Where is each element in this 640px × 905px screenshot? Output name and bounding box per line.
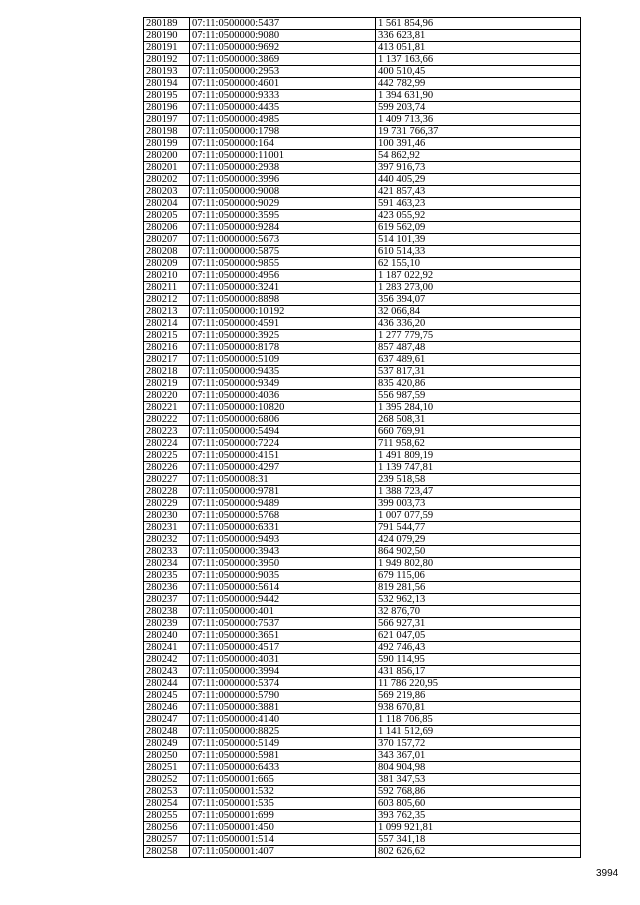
cadastral-number-cell: 07:11:0500001:699 xyxy=(190,810,376,822)
cadastral-value-cell: 423 055,92 xyxy=(376,210,581,222)
cadastral-number-cell: 07:11:0500000:3996 xyxy=(190,174,376,186)
cadastral-value-cell: 62 155,10 xyxy=(376,258,581,270)
row-number-cell: 280219 xyxy=(144,378,190,390)
cadastral-value-cell: 400 510,45 xyxy=(376,66,581,78)
row-number-cell: 280215 xyxy=(144,330,190,342)
cadastral-number-cell: 07:11:0500000:4297 xyxy=(190,462,376,474)
cadastral-value-table xyxy=(143,17,581,858)
table-row xyxy=(144,690,581,702)
row-number-cell: 280222 xyxy=(144,414,190,426)
row-number-cell: 280226 xyxy=(144,462,190,474)
cadastral-value-cell: 413 051,81 xyxy=(376,42,581,54)
cadastral-number-cell: 07:11:0500000:3994 xyxy=(190,666,376,678)
table-row xyxy=(144,138,581,150)
cadastral-value-cell: 532 962,13 xyxy=(376,594,581,606)
cadastral-number-cell: 07:11:0500000:9435 xyxy=(190,366,376,378)
row-number-cell: 280212 xyxy=(144,294,190,306)
table-row xyxy=(144,282,581,294)
row-number-cell: 280246 xyxy=(144,702,190,714)
cadastral-value-cell: 590 114,95 xyxy=(376,654,581,666)
cadastral-number-cell: 07:11:0500000:4601 xyxy=(190,78,376,90)
cadastral-value-cell: 370 157,72 xyxy=(376,738,581,750)
cadastral-number-cell: 07:11:0500000:5149 xyxy=(190,738,376,750)
cadastral-number-cell: 07:11:0500008:31 xyxy=(190,474,376,486)
table-row xyxy=(144,54,581,66)
row-number-cell: 280206 xyxy=(144,222,190,234)
cadastral-number-cell: 07:11:0500000:6806 xyxy=(190,414,376,426)
cadastral-value-cell: 397 916,73 xyxy=(376,162,581,174)
table-row xyxy=(144,846,581,858)
table-row xyxy=(144,342,581,354)
cadastral-value-cell: 239 518,58 xyxy=(376,474,581,486)
table-row xyxy=(144,606,581,618)
table-row xyxy=(144,354,581,366)
row-number-cell: 280196 xyxy=(144,102,190,114)
cadastral-number-cell: 07:11:0500000:8898 xyxy=(190,294,376,306)
cadastral-value-cell: 356 394,07 xyxy=(376,294,581,306)
cadastral-number-cell: 07:11:0500000:3943 xyxy=(190,546,376,558)
table-row xyxy=(144,258,581,270)
cadastral-number-cell: 07:11:0500000:10820 xyxy=(190,402,376,414)
cadastral-number-cell: 07:11:0500001:407 xyxy=(190,846,376,858)
cadastral-number-cell: 07:11:0500000:9080 xyxy=(190,30,376,42)
table-row xyxy=(144,246,581,258)
row-number-cell: 280225 xyxy=(144,450,190,462)
table-row xyxy=(144,642,581,654)
row-number-cell: 280189 xyxy=(144,18,190,30)
table-row xyxy=(144,198,581,210)
cadastral-value-cell: 621 047,05 xyxy=(376,630,581,642)
row-number-cell: 280249 xyxy=(144,738,190,750)
cadastral-value-cell: 381 347,53 xyxy=(376,774,581,786)
table-row xyxy=(144,534,581,546)
cadastral-number-cell: 07:11:0500000:5494 xyxy=(190,426,376,438)
table-row xyxy=(144,546,581,558)
cadastral-number-cell: 07:11:0500000:6433 xyxy=(190,762,376,774)
cadastral-number-cell: 07:11:0500000:3651 xyxy=(190,630,376,642)
table-row xyxy=(144,294,581,306)
cadastral-number-cell: 07:11:0500001:665 xyxy=(190,774,376,786)
cadastral-number-cell: 07:11:0500000:4591 xyxy=(190,318,376,330)
cadastral-number-cell: 07:11:0000000:5790 xyxy=(190,690,376,702)
row-number-cell: 280211 xyxy=(144,282,190,294)
cadastral-value-cell: 442 782,99 xyxy=(376,78,581,90)
cadastral-value-cell: 711 958,62 xyxy=(376,438,581,450)
table-row xyxy=(144,306,581,318)
table-row xyxy=(144,714,581,726)
row-number-cell: 280205 xyxy=(144,210,190,222)
table-row xyxy=(144,318,581,330)
table-row xyxy=(144,438,581,450)
table-row xyxy=(144,810,581,822)
cadastral-value-cell: 804 904,98 xyxy=(376,762,581,774)
table-row xyxy=(144,654,581,666)
cadastral-number-cell: 07:11:0500000:4031 xyxy=(190,654,376,666)
row-number-cell: 280208 xyxy=(144,246,190,258)
row-number-cell: 280220 xyxy=(144,390,190,402)
row-number-cell: 280256 xyxy=(144,822,190,834)
row-number-cell: 280200 xyxy=(144,150,190,162)
cadastral-value-cell: 1 561 854,96 xyxy=(376,18,581,30)
table-row xyxy=(144,786,581,798)
cadastral-number-cell: 07:11:0500000:4517 xyxy=(190,642,376,654)
row-number-cell: 280195 xyxy=(144,90,190,102)
cadastral-value-cell: 393 762,35 xyxy=(376,810,581,822)
cadastral-value-cell: 619 562,09 xyxy=(376,222,581,234)
cadastral-value-cell: 32 066,84 xyxy=(376,306,581,318)
cadastral-number-cell: 07:11:0500000:9493 xyxy=(190,534,376,546)
row-number-cell: 280247 xyxy=(144,714,190,726)
cadastral-number-cell: 07:11:0500000:4956 xyxy=(190,270,376,282)
cadastral-number-cell: 07:11:0500001:450 xyxy=(190,822,376,834)
cadastral-value-cell: 431 856,17 xyxy=(376,666,581,678)
cadastral-number-cell: 07:11:0500000:9349 xyxy=(190,378,376,390)
row-number-cell: 280202 xyxy=(144,174,190,186)
row-number-cell: 280257 xyxy=(144,834,190,846)
cadastral-value-cell: 336 623,81 xyxy=(376,30,581,42)
row-number-cell: 280235 xyxy=(144,570,190,582)
cadastral-value-cell: 436 336,20 xyxy=(376,318,581,330)
row-number-cell: 280193 xyxy=(144,66,190,78)
cadastral-number-cell: 07:11:0500000:7224 xyxy=(190,438,376,450)
table-row xyxy=(144,450,581,462)
cadastral-number-cell: 07:11:0500000:9035 xyxy=(190,570,376,582)
table-row xyxy=(144,618,581,630)
row-number-cell: 280203 xyxy=(144,186,190,198)
cadastral-value-cell: 1 277 779,75 xyxy=(376,330,581,342)
table-row xyxy=(144,270,581,282)
table-row xyxy=(144,66,581,78)
row-number-cell: 280210 xyxy=(144,270,190,282)
row-number-cell: 280214 xyxy=(144,318,190,330)
table-row xyxy=(144,558,581,570)
table-row xyxy=(144,486,581,498)
table-row xyxy=(144,114,581,126)
cadastral-number-cell: 07:11:0500000:3881 xyxy=(190,702,376,714)
row-number-cell: 280201 xyxy=(144,162,190,174)
cadastral-value-cell: 1 141 512,69 xyxy=(376,726,581,738)
table-row xyxy=(144,30,581,42)
table-row xyxy=(144,174,581,186)
row-number-cell: 280204 xyxy=(144,198,190,210)
cadastral-number-cell: 07:11:0500001:535 xyxy=(190,798,376,810)
cadastral-value-cell: 802 626,62 xyxy=(376,846,581,858)
table-row xyxy=(144,210,581,222)
cadastral-value-cell: 637 489,61 xyxy=(376,354,581,366)
cadastral-number-cell: 07:11:0500000:4140 xyxy=(190,714,376,726)
row-number-cell: 280198 xyxy=(144,126,190,138)
row-number-cell: 280252 xyxy=(144,774,190,786)
cadastral-value-cell: 1 137 163,66 xyxy=(376,54,581,66)
cadastral-number-cell: 07:11:0500000:9442 xyxy=(190,594,376,606)
row-number-cell: 280238 xyxy=(144,606,190,618)
cadastral-number-cell: 07:11:0500000:164 xyxy=(190,138,376,150)
cadastral-value-cell: 591 463,23 xyxy=(376,198,581,210)
cadastral-value-cell: 557 341,18 xyxy=(376,834,581,846)
cadastral-number-cell: 07:11:0500000:4985 xyxy=(190,114,376,126)
cadastral-value-cell: 791 544,77 xyxy=(376,522,581,534)
row-number-cell: 280237 xyxy=(144,594,190,606)
cadastral-number-cell: 07:11:0500000:9781 xyxy=(190,486,376,498)
row-number-cell: 280229 xyxy=(144,498,190,510)
row-number-cell: 280236 xyxy=(144,582,190,594)
table-row xyxy=(144,330,581,342)
cadastral-number-cell: 07:11:0500000:3595 xyxy=(190,210,376,222)
row-number-cell: 280254 xyxy=(144,798,190,810)
row-number-cell: 280218 xyxy=(144,366,190,378)
row-number-cell: 280217 xyxy=(144,354,190,366)
row-number-cell: 280232 xyxy=(144,534,190,546)
cadastral-value-cell: 835 420,86 xyxy=(376,378,581,390)
table-row xyxy=(144,510,581,522)
row-number-cell: 280242 xyxy=(144,654,190,666)
cadastral-value-cell: 679 115,06 xyxy=(376,570,581,582)
cadastral-number-cell: 07:11:0500000:9692 xyxy=(190,42,376,54)
row-number-cell: 280199 xyxy=(144,138,190,150)
row-number-cell: 280251 xyxy=(144,762,190,774)
table-row xyxy=(144,498,581,510)
cadastral-value-cell: 603 805,60 xyxy=(376,798,581,810)
cadastral-value-cell: 1 394 631,90 xyxy=(376,90,581,102)
table-row xyxy=(144,150,581,162)
table-row xyxy=(144,402,581,414)
table-row xyxy=(144,726,581,738)
cadastral-value-cell: 819 281,56 xyxy=(376,582,581,594)
table-row xyxy=(144,222,581,234)
row-number-cell: 280194 xyxy=(144,78,190,90)
cadastral-number-cell: 07:11:0500000:3925 xyxy=(190,330,376,342)
table-row xyxy=(144,390,581,402)
cadastral-value-cell: 1 409 713,36 xyxy=(376,114,581,126)
table-body xyxy=(144,18,581,858)
cadastral-number-cell: 07:11:0500000:2938 xyxy=(190,162,376,174)
row-number-cell: 280231 xyxy=(144,522,190,534)
cadastral-value-cell: 421 857,43 xyxy=(376,186,581,198)
row-number-cell: 280258 xyxy=(144,846,190,858)
table-row xyxy=(144,234,581,246)
row-number-cell: 280190 xyxy=(144,30,190,42)
cadastral-number-cell: 07:11:0500000:4036 xyxy=(190,390,376,402)
cadastral-value-cell: 599 203,74 xyxy=(376,102,581,114)
cadastral-value-cell: 592 768,86 xyxy=(376,786,581,798)
table-row xyxy=(144,414,581,426)
cadastral-value-cell: 424 079,29 xyxy=(376,534,581,546)
row-number-cell: 280227 xyxy=(144,474,190,486)
row-number-cell: 280221 xyxy=(144,402,190,414)
row-number-cell: 280191 xyxy=(144,42,190,54)
table-row xyxy=(144,90,581,102)
cadastral-number-cell: 07:11:0500000:3869 xyxy=(190,54,376,66)
table-row xyxy=(144,162,581,174)
table-row xyxy=(144,630,581,642)
table-row xyxy=(144,126,581,138)
cadastral-number-cell: 07:11:0500000:8825 xyxy=(190,726,376,738)
cadastral-value-cell: 343 367,01 xyxy=(376,750,581,762)
cadastral-value-cell: 1 283 273,00 xyxy=(376,282,581,294)
cadastral-number-cell: 07:11:0500000:3950 xyxy=(190,558,376,570)
row-number-cell: 280255 xyxy=(144,810,190,822)
cadastral-number-cell: 07:11:0500000:11001 xyxy=(190,150,376,162)
table-row xyxy=(144,474,581,486)
cadastral-number-cell: 07:11:0500000:7537 xyxy=(190,618,376,630)
cadastral-value-cell: 938 670,81 xyxy=(376,702,581,714)
cadastral-value-cell: 1 187 022,92 xyxy=(376,270,581,282)
cadastral-value-cell: 100 391,46 xyxy=(376,138,581,150)
cadastral-value-cell: 537 817,31 xyxy=(376,366,581,378)
cadastral-number-cell: 07:11:0500000:5614 xyxy=(190,582,376,594)
row-number-cell: 280213 xyxy=(144,306,190,318)
cadastral-number-cell: 07:11:0500000:6331 xyxy=(190,522,376,534)
row-number-cell: 280234 xyxy=(144,558,190,570)
cadastral-value-cell: 566 927,31 xyxy=(376,618,581,630)
cadastral-value-cell: 11 786 220,95 xyxy=(376,678,581,690)
cadastral-number-cell: 07:11:0000000:5374 xyxy=(190,678,376,690)
row-number-cell: 280243 xyxy=(144,666,190,678)
cadastral-number-cell: 07:11:0500000:5981 xyxy=(190,750,376,762)
table-row xyxy=(144,18,581,30)
cadastral-number-cell: 07:11:0500000:10192 xyxy=(190,306,376,318)
table-row xyxy=(144,834,581,846)
cadastral-number-cell: 07:11:0500000:2953 xyxy=(190,66,376,78)
table-row xyxy=(144,42,581,54)
row-number-cell: 280248 xyxy=(144,726,190,738)
cadastral-number-cell: 07:11:0000000:5673 xyxy=(190,234,376,246)
table-row xyxy=(144,702,581,714)
cadastral-value-cell: 399 003,73 xyxy=(376,498,581,510)
cadastral-value-cell: 440 405,29 xyxy=(376,174,581,186)
cadastral-value-cell: 492 746,43 xyxy=(376,642,581,654)
cadastral-number-cell: 07:11:0500000:9029 xyxy=(190,198,376,210)
cadastral-number-cell: 07:11:0500001:532 xyxy=(190,786,376,798)
row-number-cell: 280230 xyxy=(144,510,190,522)
table-row xyxy=(144,426,581,438)
row-number-cell: 280228 xyxy=(144,486,190,498)
cadastral-value-cell: 1 395 284,10 xyxy=(376,402,581,414)
page-number: 3994 xyxy=(596,868,619,879)
cadastral-number-cell: 07:11:0500001:514 xyxy=(190,834,376,846)
table-row xyxy=(144,366,581,378)
table-row xyxy=(144,798,581,810)
row-number-cell: 280239 xyxy=(144,618,190,630)
table-row xyxy=(144,522,581,534)
table-row xyxy=(144,594,581,606)
cadastral-value-cell: 864 902,50 xyxy=(376,546,581,558)
row-number-cell: 280245 xyxy=(144,690,190,702)
cadastral-number-cell: 07:11:0500000:9284 xyxy=(190,222,376,234)
table-row xyxy=(144,750,581,762)
cadastral-number-cell: 07:11:0500000:401 xyxy=(190,606,376,618)
cadastral-value-cell: 556 987,59 xyxy=(376,390,581,402)
cadastral-value-cell: 514 101,39 xyxy=(376,234,581,246)
table-row xyxy=(144,822,581,834)
table-row xyxy=(144,678,581,690)
cadastral-value-cell: 1 099 921,81 xyxy=(376,822,581,834)
table-row xyxy=(144,378,581,390)
cadastral-value-cell: 1 491 809,19 xyxy=(376,450,581,462)
cadastral-value-cell: 54 862,92 xyxy=(376,150,581,162)
cadastral-value-cell: 268 508,31 xyxy=(376,414,581,426)
row-number-cell: 280240 xyxy=(144,630,190,642)
cadastral-number-cell: 07:11:0500000:4151 xyxy=(190,450,376,462)
cadastral-value-cell: 660 769,91 xyxy=(376,426,581,438)
table-row xyxy=(144,570,581,582)
cadastral-value-cell: 1 139 747,81 xyxy=(376,462,581,474)
row-number-cell: 280244 xyxy=(144,678,190,690)
table-row xyxy=(144,774,581,786)
row-number-cell: 280197 xyxy=(144,114,190,126)
cadastral-value-cell: 1 007 077,59 xyxy=(376,510,581,522)
cadastral-value-cell: 19 731 766,37 xyxy=(376,126,581,138)
table-row xyxy=(144,762,581,774)
cadastral-value-cell: 1 118 706,85 xyxy=(376,714,581,726)
table-row xyxy=(144,78,581,90)
cadastral-number-cell: 07:11:0500000:1798 xyxy=(190,126,376,138)
table-row xyxy=(144,738,581,750)
cadastral-number-cell: 07:11:0500000:5109 xyxy=(190,354,376,366)
row-number-cell: 280241 xyxy=(144,642,190,654)
row-number-cell: 280223 xyxy=(144,426,190,438)
row-number-cell: 280253 xyxy=(144,786,190,798)
table-row xyxy=(144,186,581,198)
row-number-cell: 280250 xyxy=(144,750,190,762)
table-row xyxy=(144,102,581,114)
cadastral-number-cell: 07:11:0500000:4435 xyxy=(190,102,376,114)
row-number-cell: 280207 xyxy=(144,234,190,246)
cadastral-number-cell: 07:11:0500000:9008 xyxy=(190,186,376,198)
row-number-cell: 280209 xyxy=(144,258,190,270)
cadastral-number-cell: 07:11:0500000:8178 xyxy=(190,342,376,354)
row-number-cell: 280233 xyxy=(144,546,190,558)
table-row xyxy=(144,666,581,678)
cadastral-value-cell: 1 949 802,80 xyxy=(376,558,581,570)
cadastral-number-cell: 07:11:0500000:5437 xyxy=(190,18,376,30)
cadastral-number-cell: 07:11:0500000:5768 xyxy=(190,510,376,522)
row-number-cell: 280216 xyxy=(144,342,190,354)
cadastral-number-cell: 07:11:0000000:5875 xyxy=(190,246,376,258)
row-number-cell: 280224 xyxy=(144,438,190,450)
cadastral-value-cell: 1 388 723,47 xyxy=(376,486,581,498)
table-row xyxy=(144,582,581,594)
cadastral-number-cell: 07:11:0500000:9489 xyxy=(190,498,376,510)
cadastral-number-cell: 07:11:0500000:3241 xyxy=(190,282,376,294)
cadastral-number-cell: 07:11:0500000:9855 xyxy=(190,258,376,270)
cadastral-value-cell: 569 219,86 xyxy=(376,690,581,702)
cadastral-value-cell: 32 876,70 xyxy=(376,606,581,618)
cadastral-value-cell: 857 487,48 xyxy=(376,342,581,354)
cadastral-number-cell: 07:11:0500000:9333 xyxy=(190,90,376,102)
table-row xyxy=(144,462,581,474)
cadastral-value-cell: 610 514,33 xyxy=(376,246,581,258)
row-number-cell: 280192 xyxy=(144,54,190,66)
